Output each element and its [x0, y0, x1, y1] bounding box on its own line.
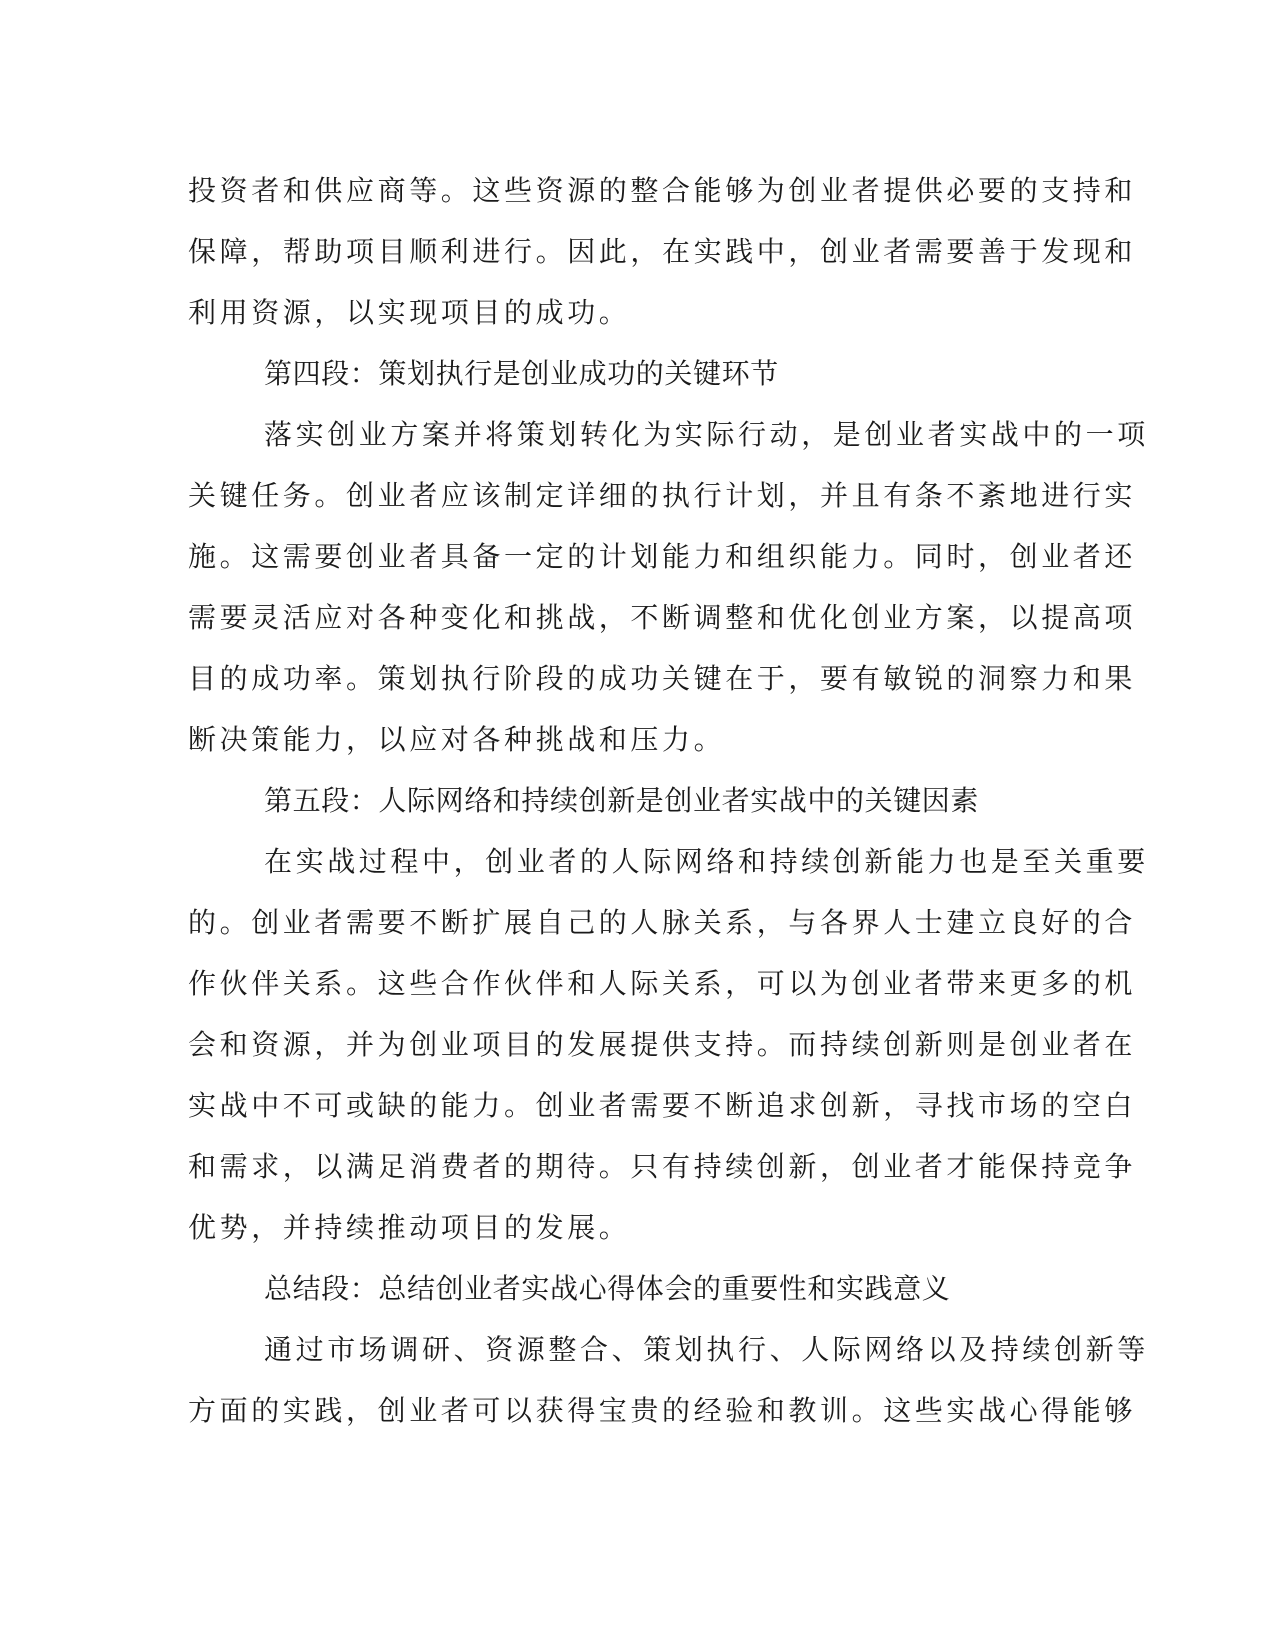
text-line: 方面的实践，创业者可以获得宝贵的经验和教训。这些实战心得能够 — [188, 1394, 1137, 1427]
text-line: 和需求，以满足消费者的期待。只有持续创新，创业者才能保持竞争 — [188, 1150, 1137, 1183]
text-line: 的。创业者需要不断扩展自己的人脉关系，与各界人士建立良好的合 — [188, 906, 1137, 939]
text-line: 投资者和供应商等。这些资源的整合能够为创业者提供必要的支持和 — [188, 174, 1137, 207]
text-line: 会和资源，并为创业项目的发展提供支持。而持续创新则是创业者在 — [188, 1028, 1137, 1061]
text-line: 作伙伴关系。这些合作伙伴和人际关系，可以为创业者带来更多的机 — [188, 967, 1137, 1000]
document-page — [188, 160, 1149, 1441]
text-line: 实战中不可或缺的能力。创业者需要不断追求创新，寻找市场的空白 — [188, 1089, 1137, 1122]
section-heading: 第五段：人际网络和持续创新是创业者实战中的关键因素 — [264, 784, 980, 817]
text-line: 利用资源，以实现项目的成功。 — [188, 296, 631, 329]
section-heading: 总结段：总结创业者实战心得体会的重要性和实践意义 — [264, 1272, 951, 1305]
text-line: 需要灵活应对各种变化和挑战，不断调整和优化创业方案，以提高项 — [188, 601, 1137, 634]
text-line: 在实战过程中，创业者的人际网络和持续创新能力也是至关重要 — [264, 845, 1149, 878]
text-line: 目的成功率。策划执行阶段的成功关键在于，要有敏锐的洞察力和果 — [188, 662, 1137, 695]
text-line: 保障，帮助项目顺利进行。因此，在实践中，创业者需要善于发现和 — [188, 235, 1137, 268]
text-line: 断决策能力，以应对各种挑战和压力。 — [188, 723, 726, 756]
text-line: 通过市场调研、资源整合、策划执行、人际网络以及持续创新等 — [264, 1333, 1149, 1366]
section-heading: 第四段：策划执行是创业成功的关键环节 — [264, 357, 779, 390]
text-line: 优势，并持续推动项目的发展。 — [188, 1211, 631, 1244]
text-line: 施。这需要创业者具备一定的计划能力和组织能力。同时，创业者还 — [188, 540, 1137, 573]
text-line: 落实创业方案并将策划转化为实际行动，是创业者实战中的一项 — [264, 418, 1149, 451]
text-line: 关键任务。创业者应该制定详细的执行计划，并且有条不紊地进行实 — [188, 479, 1137, 512]
